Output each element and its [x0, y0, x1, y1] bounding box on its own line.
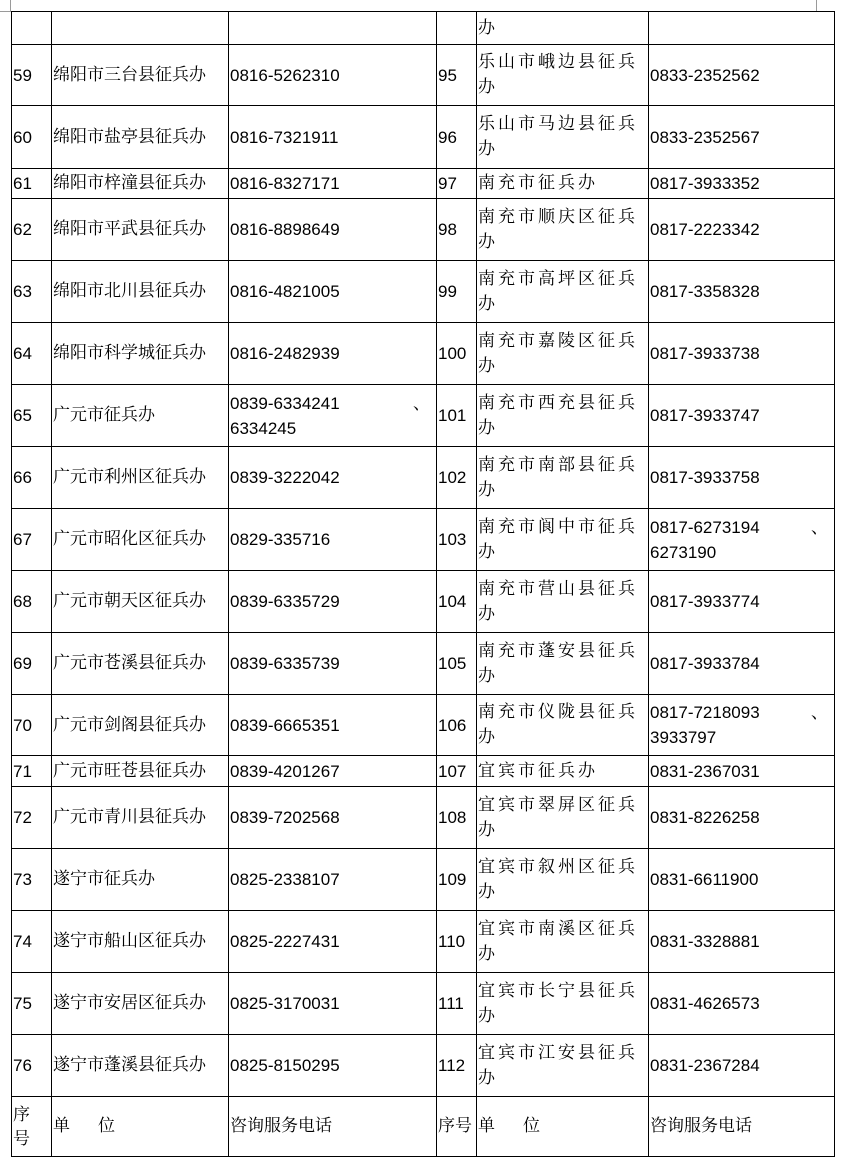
left-unit-cell: 遂宁市船山区征兵办: [52, 911, 229, 973]
right-seq-cell: 111: [437, 973, 477, 1035]
header-phone-right: 咨询服务电话: [649, 1097, 835, 1157]
table-row: [12, 12, 835, 45]
table-row: [12, 849, 835, 911]
right-unit-cell: 宜宾市翠屏区征兵办: [477, 787, 649, 849]
left-unit-cell: 广元市旺苍县征兵办: [52, 756, 229, 787]
table-row: [12, 106, 835, 169]
l-phone-cell: 0816-8327171: [229, 169, 437, 199]
right-seq-cell: 95: [437, 45, 477, 106]
left-seq-cell: 62: [12, 199, 52, 261]
l-phone-cell: 0839-6335739: [229, 633, 437, 695]
right-seq-cell: 104: [437, 571, 477, 633]
left-seq-cell: 72: [12, 787, 52, 849]
left-seq-cell: 73: [12, 849, 52, 911]
r-phone-cell: 0817-3933747: [649, 385, 835, 447]
l-phone-cell: 0816-8898649: [229, 199, 437, 261]
l-phone-cell: 0816-4821005: [229, 261, 437, 323]
left-seq-cell: 69: [12, 633, 52, 695]
left-seq-cell: 60: [12, 106, 52, 169]
right-seq-cell: 110: [437, 911, 477, 973]
left-seq-cell: 65: [12, 385, 52, 447]
l-phone-cell: 0825-3170031: [229, 973, 437, 1035]
r-phone-cell: 0817-3933352: [649, 169, 835, 199]
table-row: [12, 911, 835, 973]
table-row: [12, 973, 835, 1035]
right-seq-cell: 105: [437, 633, 477, 695]
left-seq-cell: 61: [12, 169, 52, 199]
right-seq-cell: 98: [437, 199, 477, 261]
r-phone-cell: 0833-2352562: [649, 45, 835, 106]
right-unit-cell: 办: [477, 12, 649, 45]
l-phone-cell: 0839-3222042: [229, 447, 437, 509]
left-seq-cell: 75: [12, 973, 52, 1035]
right-unit-cell: 南充市南部县征兵办: [477, 447, 649, 509]
right-unit-cell: 南充市高坪区征兵办: [477, 261, 649, 323]
left-unit-cell: 广元市剑阁县征兵办: [52, 695, 229, 756]
right-unit-cell: 乐山市峨边县征兵办: [477, 45, 649, 106]
left-unit-cell: 绵阳市三台县征兵办: [52, 45, 229, 106]
left-unit-cell: 广元市苍溪县征兵办: [52, 633, 229, 695]
table-row: [12, 45, 835, 106]
left-unit-cell: 广元市朝天区征兵办: [52, 571, 229, 633]
table-row: [12, 385, 835, 447]
l-phone-cell: 0839-6335729: [229, 571, 437, 633]
right-unit-cell: 南充市嘉陵区征兵办: [477, 323, 649, 385]
recruitment-office-table: [11, 11, 835, 1157]
left-unit-cell: 遂宁市蓬溪县征兵办: [52, 1035, 229, 1097]
l-phone-cell: 0825-2338107: [229, 849, 437, 911]
l-phone-cell: [229, 12, 437, 45]
table-row: [12, 633, 835, 695]
r-phone-cell: 0817-3933774: [649, 571, 835, 633]
left-unit-cell: 绵阳市梓潼县征兵办: [52, 169, 229, 199]
right-seq-cell: 101: [437, 385, 477, 447]
left-unit-cell: 广元市青川县征兵办: [52, 787, 229, 849]
l-phone-cell: 0816-5262310: [229, 45, 437, 106]
left-seq-cell: 71: [12, 756, 52, 787]
header-seq-right: 序号: [437, 1097, 477, 1157]
table-row: [12, 323, 835, 385]
left-unit-cell: 绵阳市科学城征兵办: [52, 323, 229, 385]
left-seq-cell: 63: [12, 261, 52, 323]
table-row: [12, 509, 835, 571]
left-unit-cell: [52, 12, 229, 45]
right-seq-cell: [437, 12, 477, 45]
right-unit-cell: 南充市征兵办: [477, 169, 649, 199]
r-phone-cell: 0817-6273194 、 6273190: [649, 509, 835, 571]
right-unit-cell: 宜宾市江安县征兵办: [477, 1035, 649, 1097]
right-unit-cell: 南充市阆中市征兵办: [477, 509, 649, 571]
right-unit-cell: 南充市营山县征兵办: [477, 571, 649, 633]
crop-mark-left-h: [0, 11, 10, 12]
table-row: [12, 169, 835, 199]
right-unit-cell: 南充市顺庆区征兵办: [477, 199, 649, 261]
right-unit-cell: 乐山市马边县征兵办: [477, 106, 649, 169]
left-seq-cell: 67: [12, 509, 52, 571]
left-seq-cell: 70: [12, 695, 52, 756]
left-unit-cell: 广元市昭化区征兵办: [52, 509, 229, 571]
header-phone-left: 咨询服务电话: [229, 1097, 437, 1157]
r-phone-cell: 0817-3358328: [649, 261, 835, 323]
right-seq-cell: 109: [437, 849, 477, 911]
l-phone-cell: 0816-2482939: [229, 323, 437, 385]
r-phone-cell: 0831-6611900: [649, 849, 835, 911]
right-seq-cell: 102: [437, 447, 477, 509]
r-phone-cell: 0831-3328881: [649, 911, 835, 973]
table-row: [12, 199, 835, 261]
header-seq-left: 序号: [12, 1097, 52, 1157]
r-phone-cell: 0817-3933784: [649, 633, 835, 695]
r-phone-cell: 0817-3933758: [649, 447, 835, 509]
right-seq-cell: 96: [437, 106, 477, 169]
r-phone-cell: 0817-3933738: [649, 323, 835, 385]
l-phone-cell: 0825-2227431: [229, 911, 437, 973]
table-row: [12, 787, 835, 849]
right-seq-cell: 107: [437, 756, 477, 787]
right-seq-cell: 97: [437, 169, 477, 199]
left-unit-cell: 广元市征兵办: [52, 385, 229, 447]
left-seq-cell: 68: [12, 571, 52, 633]
left-seq-cell: 66: [12, 447, 52, 509]
right-unit-cell: 宜宾市长宁县征兵办: [477, 973, 649, 1035]
l-phone-cell: 0825-8150295: [229, 1035, 437, 1097]
left-unit-cell: 绵阳市北川县征兵办: [52, 261, 229, 323]
right-seq-cell: 108: [437, 787, 477, 849]
table-row: [12, 695, 835, 756]
r-phone-cell: 0831-2367284: [649, 1035, 835, 1097]
header-unit-right: 单 位: [477, 1097, 649, 1157]
right-seq-cell: 112: [437, 1035, 477, 1097]
right-seq-cell: 106: [437, 695, 477, 756]
table-row: [12, 447, 835, 509]
l-phone-cell: 0816-7321911: [229, 106, 437, 169]
table-row: [12, 571, 835, 633]
left-unit-cell: 遂宁市安居区征兵办: [52, 973, 229, 1035]
left-unit-cell: 遂宁市征兵办: [52, 849, 229, 911]
l-phone-cell: 0829-335716: [229, 509, 437, 571]
left-seq-cell: 76: [12, 1035, 52, 1097]
r-phone-cell: 0831-4626573: [649, 973, 835, 1035]
table-body: [12, 12, 835, 1097]
r-phone-cell: 0817-2223342: [649, 199, 835, 261]
header-unit-left: 单 位: [52, 1097, 229, 1157]
right-seq-cell: 99: [437, 261, 477, 323]
right-seq-cell: 100: [437, 323, 477, 385]
left-unit-cell: 绵阳市平武县征兵办: [52, 199, 229, 261]
left-seq-cell: 64: [12, 323, 52, 385]
l-phone-cell: 0839-4201267: [229, 756, 437, 787]
right-unit-cell: 宜宾市南溪区征兵办: [477, 911, 649, 973]
r-phone-cell: 0831-8226258: [649, 787, 835, 849]
table-row: [12, 756, 835, 787]
l-phone-cell: 0839-6665351: [229, 695, 437, 756]
l-phone-cell: 0839-6334241 、 6334245: [229, 385, 437, 447]
right-unit-cell: 南充市仪陇县征兵办: [477, 695, 649, 756]
r-phone-cell: 0831-2367031: [649, 756, 835, 787]
right-unit-cell: 南充市西充县征兵办: [477, 385, 649, 447]
right-unit-cell: 宜宾市叙州区征兵办: [477, 849, 649, 911]
r-phone-cell: 0833-2352567: [649, 106, 835, 169]
table-row: [12, 261, 835, 323]
left-unit-cell: 绵阳市盐亭县征兵办: [52, 106, 229, 169]
l-phone-cell: 0839-7202568: [229, 787, 437, 849]
r-phone-cell: [649, 12, 835, 45]
left-unit-cell: 广元市利州区征兵办: [52, 447, 229, 509]
left-seq-cell: 59: [12, 45, 52, 106]
r-phone-cell: 0817-7218093 、 3933797: [649, 695, 835, 756]
right-unit-cell: 南充市蓬安县征兵办: [477, 633, 649, 695]
right-unit-cell: 宜宾市征兵办: [477, 756, 649, 787]
table-header-row: [12, 1097, 835, 1157]
left-seq-cell: [12, 12, 52, 45]
table-row: [12, 1035, 835, 1097]
left-seq-cell: 74: [12, 911, 52, 973]
right-seq-cell: 103: [437, 509, 477, 571]
